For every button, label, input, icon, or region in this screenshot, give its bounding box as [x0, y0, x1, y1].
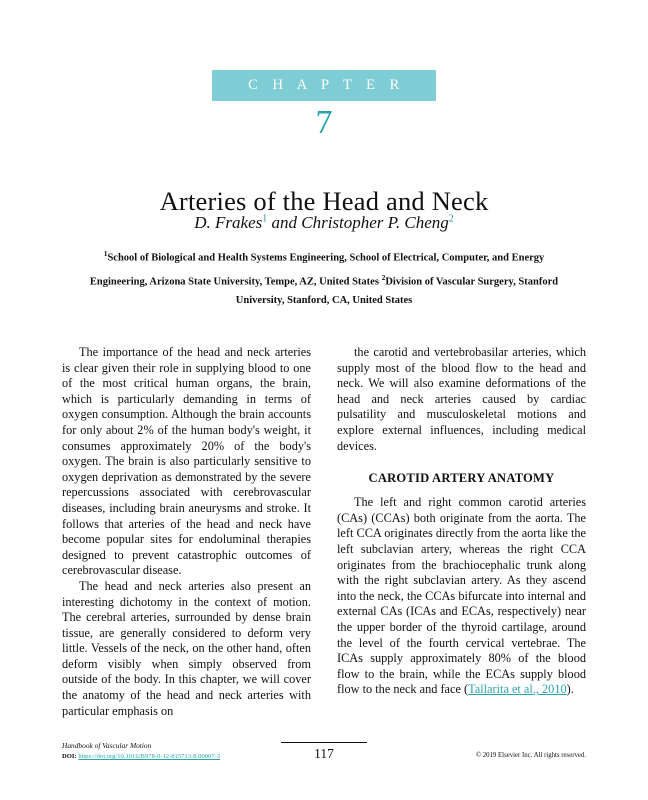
chapter-banner [212, 70, 436, 101]
section-heading: CAROTID ARTERY ANATOMY [368, 471, 555, 486]
doi-label: DOI: [62, 753, 77, 760]
author-line [62, 213, 586, 233]
paragraph-text-part-2: ). [566, 682, 574, 697]
paragraph: The head and neck arteries also present an interesting dichotomy in the context of motion. The cerebral arteries, surrounded by dense brain tissue, are generally considered to deform very little. Vessels of the neck, on the other hand, often deform visibly when simply observed from outside of the body. In this chapter, we will cover the anatomy of the head and neck arteries with particular emphasis on [62, 578, 311, 718]
author-1-affiliation-marker: 1 [262, 213, 268, 225]
page-number: 117 [314, 746, 334, 762]
body-columns [62, 345, 586, 719]
column-right [337, 345, 586, 719]
affiliations [76, 244, 572, 310]
citation-link[interactable]: Tallarita et al., 2010 [468, 682, 567, 697]
column-left [62, 345, 311, 719]
book-title: Handbook of Vascular Motion [62, 741, 152, 750]
page-number-rule [281, 742, 367, 743]
copyright-notice: © 2019 Elsevier Inc. All rights reserved. [475, 752, 586, 759]
chapter-number: 7 [315, 104, 333, 141]
paragraph-text-part-1: The left and right common carotid arteries (CAs) (CCAs) both originate from the aorta. The left CCA originates directly from the aorta like the left subclavian artery, whereas the right CCA originates from the brachiocephalic trunk along with the right subclavian artery. As they ascend into the neck, the CCAs bifurcate into internal and external CAs (ICAs and ECAs, respectively) near the upper border of the thyroid cartilage, around the level of the fourth cervical vertebrae. The ICAs supply approximately 80% of the blood flow to the brain, while the ECAs supply blood flow to the neck and face ( [337, 495, 586, 697]
author-2-name: Christopher P. Cheng [301, 213, 449, 232]
author-2-affiliation-marker: 2 [448, 213, 454, 225]
page-title: Arteries of the Head and Neck [159, 185, 489, 216]
chapter-banner-label: C H A P T E R [248, 77, 405, 93]
affiliation-1-marker: 1 [103, 249, 108, 258]
doi-link[interactable]: https://doi.org/10.1016/B978-0-12-815713-8.00007-3 [78, 753, 221, 760]
affiliation-2-marker: 2 [381, 272, 386, 282]
author-1-name: D. Frakes [194, 213, 263, 232]
paragraph [337, 495, 586, 698]
page-footer [62, 740, 586, 774]
author-conjunction: and [267, 213, 302, 232]
affiliation-2-text: Division of Vascular Surgery, Stanford University, Stanford, CA, United States [235, 276, 559, 306]
affiliation-1-text: School of Biological and Health Systems Engineering, School of Electrical, Computer, and Energy Engineering, Arizona State University, Tempe, AZ, United States [89, 252, 545, 287]
paragraph: The importance of the head and neck arteries is clear given their role in supplying blood to one of the most critical human organs, the brain, which is particularly demanding in terms of oxygen consumption. Although the brain accounts for only about 2% of the human body's weight, it consumes approximately 20% of the body's oxygen. The brain is also particularly sensitive to oxygen deprivation as demonstrated by the severe repercussions associated with cerebrovascular diseases, including brain aneurysms and stroke. It follows that arteries of the head and neck have become popular sites for endoluminal therapies designed to prevent catastrophic outcomes of cerebrovascular disease. [62, 345, 311, 578]
paragraph: the carotid and vertebrobasilar arteries, which supply most of the blood flow to the head and neck. We will also examine deformations of the head and neck arteries caused by cardiac pulsatility and musculoskeletal motions and explore external influences, including medical devices. [337, 345, 586, 453]
